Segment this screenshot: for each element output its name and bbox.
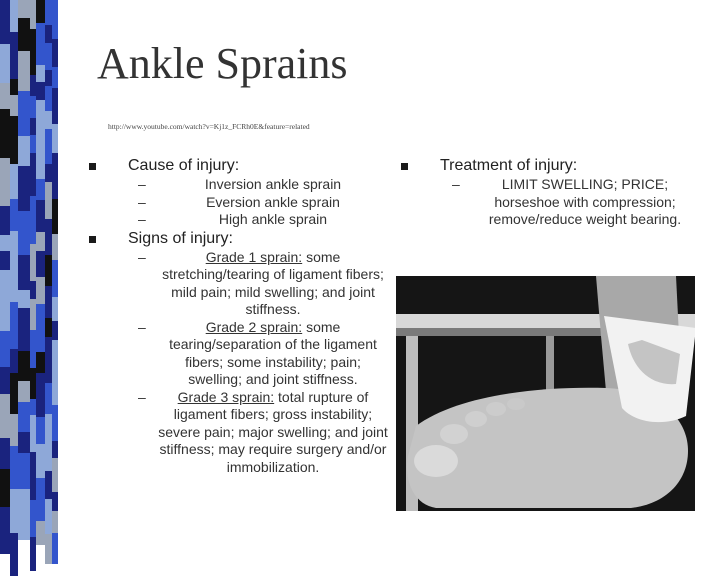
stripe-tile <box>45 25 52 43</box>
stripe-tile <box>10 95 18 116</box>
stripe-tile <box>45 0 52 25</box>
stripe-tile <box>0 331 10 367</box>
stripe-tile <box>36 444 45 478</box>
stripe-tile <box>0 367 10 394</box>
grade-label: Grade 1 sprain: <box>205 248 303 265</box>
grade-text: some stretching/tearing of ligament fibers; mild pain; mild swelling; and joint stiffness. <box>162 248 384 317</box>
stripe-tile <box>52 88 58 124</box>
stripe-tile <box>18 91 30 136</box>
stripe-tile <box>10 231 18 266</box>
stripe-tile <box>0 158 10 206</box>
stripe-tile <box>52 297 58 321</box>
stripe-tile <box>36 478 45 521</box>
stripe-tile <box>10 446 18 489</box>
stripe-tile <box>10 199 18 231</box>
cause-bullet <box>88 156 388 176</box>
grade-item: – Grade 1 sprain: some stretching/tearing of ligament fibers; mild pain; mild swelling; and joint stiffness. <box>138 248 384 317</box>
stripe-tile <box>10 116 18 164</box>
stripe-tile <box>36 179 45 200</box>
stripe-tile <box>52 234 58 260</box>
stripe-tile <box>36 23 45 65</box>
stripe-tile <box>18 522 30 540</box>
treatment-heading: Treatment of injury: <box>440 157 578 174</box>
stripe-tile <box>45 383 52 414</box>
stripe-tile <box>0 270 10 290</box>
stripe-tile <box>18 211 30 255</box>
stripe-tile <box>52 340 58 362</box>
stripe-tile <box>10 0 18 32</box>
cause-item-text: Eversion ankle sprain <box>206 193 340 210</box>
ankle-horseshoe-photo <box>396 276 695 511</box>
stripe-tile <box>0 438 10 469</box>
stripe-tile <box>45 318 52 337</box>
stripe-tile <box>18 290 30 308</box>
stripe-tile <box>18 453 30 489</box>
stripe-tile <box>52 511 58 533</box>
stripe-tile <box>45 129 52 164</box>
stripe-tile <box>0 0 10 44</box>
stripe-tile <box>36 100 45 131</box>
square-bullet-icon <box>89 236 96 243</box>
grade-item: – Grade 2 sprain: some tearing/separation of the ligament fibers; some instability; pain; swelling; and joint stiffness. <box>138 318 377 387</box>
stripe-tile <box>52 533 58 564</box>
stripe-tile <box>45 534 52 564</box>
stripe-tile <box>18 51 30 91</box>
stripe-tile <box>0 206 10 235</box>
stripe-tile <box>45 286 52 318</box>
cause-item: – High ankle sprain <box>88 211 388 229</box>
grade-item: – Grade 3 sprain: total rupture of ligament fibers; gross instability; severe pain; major swelling; and joint stiffness; may require surgery and/or immobilization. <box>138 388 388 475</box>
stripe-tile <box>18 166 30 211</box>
stripe-tile <box>18 351 30 381</box>
stripe-tile <box>45 499 52 534</box>
stripe-tile <box>45 255 52 286</box>
stripe-tile <box>45 471 52 499</box>
decorative-stripe-column <box>0 0 58 540</box>
square-bullet-icon <box>401 163 408 170</box>
right-content-column <box>400 156 700 229</box>
stripe-tile <box>52 199 58 234</box>
stripe-tile <box>10 79 18 95</box>
stripe-tile <box>36 373 45 417</box>
stripe-tile <box>45 164 52 182</box>
stripe-tile <box>0 251 10 270</box>
stripe-tile <box>45 442 52 471</box>
stripe-tile <box>18 489 30 522</box>
stripe-tile <box>18 381 30 402</box>
stripe-tile <box>10 266 18 302</box>
stripe-tile <box>10 414 18 446</box>
stripe-tile <box>18 136 30 166</box>
stripe-tile <box>52 153 58 199</box>
cause-heading: Cause of injury: <box>128 157 240 174</box>
stripe-tile <box>52 405 58 441</box>
stripe-tile <box>36 352 45 373</box>
video-link[interactable]: http://www.youtube.com/watch?v=Kj1z_FCRh0E&feature=related <box>108 122 310 131</box>
stripe-tile <box>10 32 18 79</box>
stripe-tile <box>45 86 52 111</box>
stripe-tile <box>0 109 10 158</box>
grade-label: Grade 2 sprain: <box>205 318 303 335</box>
signs-heading: Signs of injury: <box>128 229 233 247</box>
stripe-tile <box>45 70 52 86</box>
stripe-tile <box>0 394 10 438</box>
stripe-tile <box>0 83 10 109</box>
cause-item-text: Inversion ankle sprain <box>204 176 342 192</box>
square-bullet-icon <box>89 163 96 170</box>
stripe-tile <box>36 0 45 23</box>
stripe-tile <box>45 182 52 219</box>
treatment-bullet <box>400 156 700 176</box>
stripe-tile <box>45 43 52 70</box>
left-content-column <box>88 156 388 476</box>
stripe-tile <box>36 232 45 251</box>
stripe-tile <box>52 124 58 153</box>
ankle-horseshoe-photo-icon <box>396 276 695 511</box>
stripe-tile <box>36 82 45 100</box>
stripe-tile <box>0 235 10 251</box>
cause-item-text: High ankle sprain <box>218 211 328 227</box>
stripe-tile <box>45 414 52 442</box>
stripe-tile <box>10 164 18 199</box>
stripe-tile <box>10 349 18 373</box>
stripe-tile <box>45 219 52 255</box>
stripe-tile <box>52 39 58 67</box>
stripe-tile <box>18 308 30 351</box>
grade-text: total rupture of ligament fibers; gross instability; severe pain; major swelling; and joint stiffness; may require surgery and/or immobilization. <box>158 388 388 475</box>
stripe-tile <box>36 131 45 179</box>
stripe-tile <box>0 469 10 507</box>
stripe-tile <box>52 67 58 88</box>
stripe-tile <box>18 255 30 290</box>
cause-item: – Inversion ankle sprain <box>88 176 388 194</box>
stripe-tile <box>36 277 45 304</box>
stripe-tile <box>52 441 58 458</box>
grade-label: Grade 3 sprain: <box>177 388 275 405</box>
stripe-tile <box>18 0 30 18</box>
stripe-tile <box>36 521 45 545</box>
stripe-tile <box>10 533 18 576</box>
cause-item: – Eversion ankle sprain <box>88 194 388 212</box>
stripe-tile <box>52 458 58 492</box>
stripe-tile <box>45 111 52 129</box>
stripe-tile <box>52 362 58 405</box>
stripe-tile <box>18 432 30 453</box>
stripe-tile <box>10 489 18 533</box>
stripe-tile <box>18 18 30 51</box>
grade-text: some tearing/separation of the ligament fibers; some instability; pain; swelling; and joint stiffness. <box>169 318 377 387</box>
stripe-tile <box>10 302 18 349</box>
stripe-tile <box>0 507 10 554</box>
stripe-tile <box>52 0 58 39</box>
signs-bullet <box>88 229 388 249</box>
stripe-tile <box>52 260 58 297</box>
treatment-item-text: LIMIT SWELLING; PRICE; horseshoe with compression; remove/reduce weight bearing. <box>488 176 682 227</box>
stripe-tile <box>36 304 45 352</box>
stripe-tile <box>18 402 30 432</box>
stripe-tile <box>36 251 45 277</box>
slide-title: Ankle Sprains <box>97 39 348 88</box>
stripe-tile <box>36 200 45 232</box>
stripe-tile <box>0 44 10 83</box>
stripe-tile <box>36 417 45 444</box>
stripe-tile <box>0 290 10 331</box>
stripe-tile <box>36 65 45 82</box>
stripe-tile <box>52 492 58 511</box>
stripe-tile <box>45 337 52 383</box>
stripe-tile <box>52 321 58 340</box>
stripe-tile <box>10 373 18 414</box>
treatment-item: – LIMIT SWELLING; PRICE; horseshoe with compression; remove/reduce weight bearing. <box>400 176 700 229</box>
